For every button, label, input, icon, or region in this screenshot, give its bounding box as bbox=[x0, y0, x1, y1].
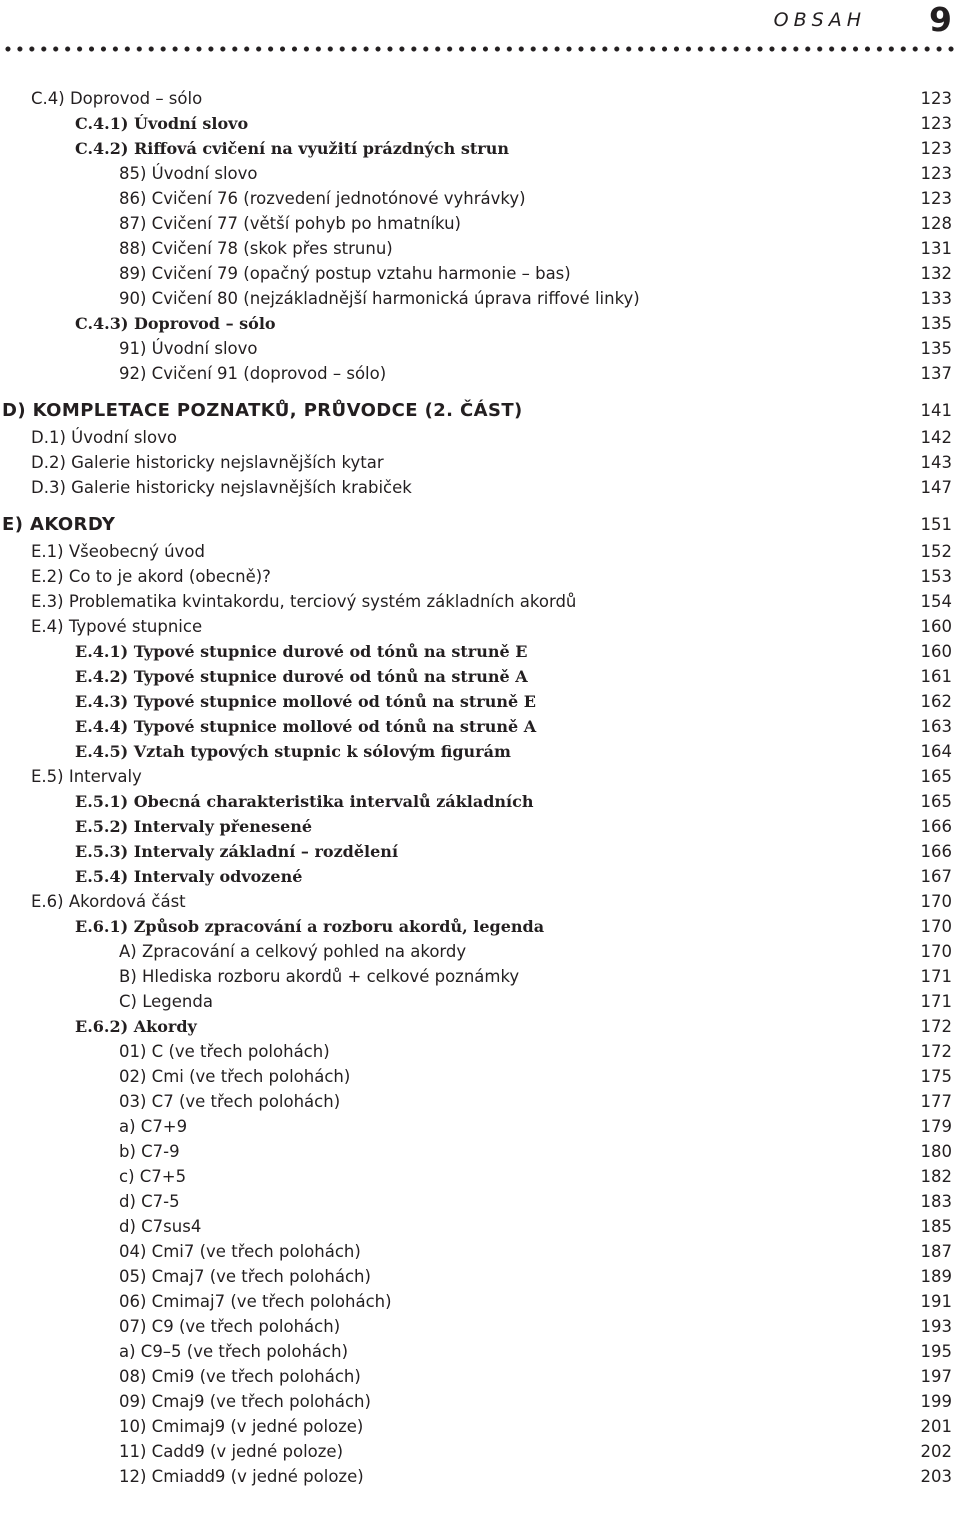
toc-entry-title: E.6.2) Akordy bbox=[75, 1017, 197, 1036]
toc-entry-title: E.5.2) Intervaly přenesené bbox=[75, 817, 313, 836]
toc-entry bbox=[0, 261, 960, 286]
toc-entry-title: d) C7-5 bbox=[119, 1192, 180, 1211]
toc-entry-title: E.4.1) Typové stupnice durové od tónů na struně E bbox=[75, 642, 528, 661]
toc-entry-page-number: 161 bbox=[920, 667, 952, 686]
toc-entry-page-number: 170 bbox=[920, 942, 952, 961]
toc-entry bbox=[0, 336, 960, 361]
toc-entry bbox=[0, 639, 960, 664]
toc-entry-page-number: 165 bbox=[920, 767, 952, 786]
toc-entry bbox=[0, 1164, 960, 1189]
toc-entry-title: 06) Cmimaj7 (ve třech polohách) bbox=[119, 1292, 392, 1311]
toc-entry bbox=[0, 939, 960, 964]
toc-entry bbox=[0, 161, 960, 186]
toc-entry bbox=[0, 1114, 960, 1139]
toc-entry bbox=[0, 1389, 960, 1414]
toc-entry-page-number: 152 bbox=[920, 542, 952, 561]
toc-entry-title: 12) Cmiadd9 (v jedné poloze) bbox=[119, 1467, 364, 1486]
toc-entry-page-number: 154 bbox=[920, 592, 952, 611]
toc-entry bbox=[0, 1014, 960, 1039]
toc-entry-title: 09) Cmaj9 (ve třech polohách) bbox=[119, 1392, 371, 1411]
toc-entry-title: 86) Cvičení 76 (rozvedení jednotónové vyhrávky) bbox=[119, 189, 526, 208]
toc-entry bbox=[0, 589, 960, 614]
page-number: 9 bbox=[929, 0, 952, 39]
toc-entry-title: D.3) Galerie historicky nejslavnějších krabiček bbox=[31, 478, 412, 497]
toc-entry-title: E.4) Typové stupnice bbox=[31, 617, 203, 636]
toc-entry bbox=[0, 1039, 960, 1064]
toc-entry-page-number: 131 bbox=[920, 239, 952, 258]
toc-entry-title: b) C7-9 bbox=[119, 1142, 180, 1161]
toc-entry-title: E) AKORDY bbox=[2, 514, 116, 535]
toc-entry-page-number: 172 bbox=[920, 1017, 952, 1036]
toc-entry-page-number: 133 bbox=[920, 289, 952, 308]
toc-entry-title: 01) C (ve třech polohách) bbox=[119, 1042, 330, 1061]
toc-entry bbox=[0, 1314, 960, 1339]
toc-entry-page-number: 141 bbox=[920, 401, 952, 420]
toc-entry-title: 85) Úvodní slovo bbox=[119, 164, 258, 183]
toc-entry bbox=[0, 1464, 960, 1489]
toc-entry-page-number: 137 bbox=[920, 364, 952, 383]
toc-entry-page-number: 201 bbox=[920, 1417, 952, 1436]
toc-entry-page-number: 180 bbox=[920, 1142, 952, 1161]
toc-entry bbox=[0, 1189, 960, 1214]
toc-entry bbox=[0, 186, 960, 211]
toc-entry-page-number: 123 bbox=[920, 189, 952, 208]
toc-entry-page-number: 189 bbox=[920, 1267, 952, 1286]
toc-entry-title: E.1) Všeobecný úvod bbox=[31, 542, 205, 561]
toc-entry bbox=[0, 450, 960, 475]
toc-entry-title: 91) Úvodní slovo bbox=[119, 339, 258, 358]
toc-entry-title: C.4.2) Riffová cvičení na využití prázdných strun bbox=[75, 139, 509, 158]
toc-entry-page-number: 160 bbox=[920, 617, 952, 636]
toc-entry-page-number: 199 bbox=[920, 1392, 952, 1411]
toc-entry bbox=[0, 664, 960, 689]
toc-entry bbox=[0, 964, 960, 989]
toc-entry-title: 03) C7 (ve třech polohách) bbox=[119, 1092, 341, 1111]
toc-entry-page-number: 177 bbox=[920, 1092, 952, 1111]
toc-entry-title: E.4.3) Typové stupnice mollové od tónů na struně E bbox=[75, 692, 536, 711]
toc-entry bbox=[0, 286, 960, 311]
toc-entry-page-number: 171 bbox=[920, 992, 952, 1011]
toc-entry-title: 08) Cmi9 (ve třech polohách) bbox=[119, 1367, 361, 1386]
toc-entry bbox=[0, 564, 960, 589]
toc-entry bbox=[0, 1264, 960, 1289]
toc-entry bbox=[0, 211, 960, 236]
toc-entry-title: E.4.5) Vztah typových stupnic k sólovým figurám bbox=[75, 742, 511, 761]
toc-entry-page-number: 151 bbox=[920, 515, 952, 534]
toc-entry-title: a) C7+9 bbox=[119, 1117, 188, 1136]
toc-entry-page-number: 163 bbox=[920, 717, 952, 736]
toc-entry bbox=[0, 1064, 960, 1089]
toc-entry-title: 10) Cmimaj9 (v jedné poloze) bbox=[119, 1417, 364, 1436]
toc-entry-page-number: 162 bbox=[920, 692, 952, 711]
toc-entry-page-number: 185 bbox=[920, 1217, 952, 1236]
toc-entry-title: d) C7sus4 bbox=[119, 1217, 202, 1236]
toc-entry bbox=[0, 839, 960, 864]
dotted-rule-divider bbox=[2, 44, 958, 54]
toc-entry-title: C.4.3) Doprovod – sólo bbox=[75, 314, 276, 333]
toc-entry-page-number: 128 bbox=[920, 214, 952, 233]
toc-entry-page-number: 160 bbox=[920, 642, 952, 661]
toc-entry bbox=[0, 689, 960, 714]
toc-entry-title: 87) Cvičení 77 (větší pohyb po hmatníku) bbox=[119, 214, 461, 233]
toc-entry-page-number: 191 bbox=[920, 1292, 952, 1311]
running-header-section-title: OBSAH bbox=[773, 9, 866, 31]
toc-section-heading bbox=[0, 511, 960, 539]
toc-entry bbox=[0, 311, 960, 336]
toc-entry-page-number: 135 bbox=[920, 314, 952, 333]
toc-entry-page-number: 123 bbox=[920, 89, 952, 108]
toc-entry-title: E.5.3) Intervaly základní – rozdělení bbox=[75, 842, 399, 861]
toc-entry-page-number: 183 bbox=[920, 1192, 952, 1211]
toc-entry bbox=[0, 111, 960, 136]
toc-entry-page-number: 142 bbox=[920, 428, 952, 447]
toc-entry bbox=[0, 1139, 960, 1164]
toc-entry-title: E.4.4) Typové stupnice mollové od tónů na struně A bbox=[75, 717, 537, 736]
table-of-contents bbox=[0, 86, 960, 1489]
toc-entry-page-number: 165 bbox=[920, 792, 952, 811]
toc-entry-title: a) C9–5 (ve třech polohách) bbox=[119, 1342, 349, 1361]
toc-entry-title: c) C7+5 bbox=[119, 1167, 187, 1186]
toc-entry-title: 04) Cmi7 (ve třech polohách) bbox=[119, 1242, 361, 1261]
toc-entry-title: A) Zpracování a celkový pohled na akordy bbox=[119, 942, 467, 961]
toc-entry-page-number: 203 bbox=[920, 1467, 952, 1486]
toc-entry bbox=[0, 361, 960, 386]
toc-entry-page-number: 202 bbox=[920, 1442, 952, 1461]
toc-entry-title: 02) Cmi (ve třech polohách) bbox=[119, 1067, 351, 1086]
toc-entry-page-number: 182 bbox=[920, 1167, 952, 1186]
toc-entry-page-number: 166 bbox=[920, 842, 952, 861]
toc-entry-title: 89) Cvičení 79 (opačný postup vztahu harmonie – bas) bbox=[119, 264, 571, 283]
toc-entry-page-number: 172 bbox=[920, 1042, 952, 1061]
toc-entry-title: E.5.4) Intervaly odvozené bbox=[75, 867, 303, 886]
toc-entry bbox=[0, 1414, 960, 1439]
toc-entry-page-number: 143 bbox=[920, 453, 952, 472]
toc-entry-title: C) Legenda bbox=[119, 992, 213, 1011]
toc-entry-title: 07) C9 (ve třech polohách) bbox=[119, 1317, 341, 1336]
toc-entry-page-number: 195 bbox=[920, 1342, 952, 1361]
toc-section-heading bbox=[0, 397, 960, 425]
toc-entry-page-number: 123 bbox=[920, 164, 952, 183]
page-header bbox=[0, 0, 960, 60]
toc-entry-title: C.4.1) Úvodní slovo bbox=[75, 114, 249, 133]
toc-entry-title: D.1) Úvodní slovo bbox=[31, 428, 177, 447]
toc-entry bbox=[0, 86, 960, 111]
toc-entry-title: C.4) Doprovod – sólo bbox=[31, 89, 203, 108]
toc-entry-title: D.2) Galerie historicky nejslavnějších kytar bbox=[31, 453, 384, 472]
toc-entry bbox=[0, 914, 960, 939]
toc-entry-page-number: 197 bbox=[920, 1367, 952, 1386]
toc-entry-title: E.5.1) Obecná charakteristika intervalů základních bbox=[75, 792, 534, 811]
toc-entry-page-number: 170 bbox=[920, 892, 952, 911]
toc-entry bbox=[0, 1339, 960, 1364]
toc-entry bbox=[0, 989, 960, 1014]
toc-entry bbox=[0, 1289, 960, 1314]
toc-entry-title: 92) Cvičení 91 (doprovod – sólo) bbox=[119, 364, 387, 383]
toc-entry bbox=[0, 789, 960, 814]
toc-entry bbox=[0, 814, 960, 839]
toc-entry-title: E.3) Problematika kvintakordu, terciový systém základních akordů bbox=[31, 592, 577, 611]
toc-entry bbox=[0, 1214, 960, 1239]
toc-entry-page-number: 147 bbox=[920, 478, 952, 497]
toc-entry-title: D) KOMPLETACE POZNATKŮ, PRŮVODCE (2. ČÁST) bbox=[2, 400, 523, 421]
toc-entry-title: B) Hlediska rozboru akordů + celkové poznámky bbox=[119, 967, 520, 986]
toc-entry-title: 90) Cvičení 80 (nejzákladnější harmonická úprava riffové linky) bbox=[119, 289, 640, 308]
toc-entry-page-number: 170 bbox=[920, 917, 952, 936]
toc-entry-page-number: 135 bbox=[920, 339, 952, 358]
toc-entry bbox=[0, 1364, 960, 1389]
toc-entry-title: 05) Cmaj7 (ve třech polohách) bbox=[119, 1267, 371, 1286]
toc-entry bbox=[0, 236, 960, 261]
toc-entry-page-number: 132 bbox=[920, 264, 952, 283]
toc-entry-page-number: 167 bbox=[920, 867, 952, 886]
toc-entry bbox=[0, 425, 960, 450]
toc-entry-title: E.5) Intervaly bbox=[31, 767, 142, 786]
toc-entry bbox=[0, 739, 960, 764]
toc-entry bbox=[0, 539, 960, 564]
toc-entry bbox=[0, 1239, 960, 1264]
toc-entry-page-number: 193 bbox=[920, 1317, 952, 1336]
toc-entry-page-number: 166 bbox=[920, 817, 952, 836]
toc-entry-title: E.4.2) Typové stupnice durové od tónů na struně A bbox=[75, 667, 528, 686]
toc-entry bbox=[0, 889, 960, 914]
toc-entry-page-number: 123 bbox=[920, 114, 952, 133]
toc-entry bbox=[0, 764, 960, 789]
toc-entry-title: E.6.1) Způsob zpracování a rozboru akordů, legenda bbox=[75, 917, 545, 936]
toc-entry-page-number: 123 bbox=[920, 139, 952, 158]
toc-entry-title: E.6) Akordová část bbox=[31, 892, 186, 911]
toc-entry-page-number: 175 bbox=[920, 1067, 952, 1086]
toc-entry-title: 11) Cadd9 (v jedné poloze) bbox=[119, 1442, 344, 1461]
toc-entry-page-number: 187 bbox=[920, 1242, 952, 1261]
toc-entry bbox=[0, 1089, 960, 1114]
toc-entry bbox=[0, 714, 960, 739]
toc-entry bbox=[0, 864, 960, 889]
toc-entry bbox=[0, 475, 960, 500]
toc-entry-title: 88) Cvičení 78 (skok přes strunu) bbox=[119, 239, 393, 258]
toc-entry bbox=[0, 1439, 960, 1464]
toc-entry-title: E.2) Co to je akord (obecně)? bbox=[31, 567, 271, 586]
toc-entry-page-number: 171 bbox=[920, 967, 952, 986]
toc-entry-page-number: 179 bbox=[920, 1117, 952, 1136]
toc-entry bbox=[0, 136, 960, 161]
toc-entry-page-number: 153 bbox=[920, 567, 952, 586]
toc-entry-page-number: 164 bbox=[920, 742, 952, 761]
toc-entry bbox=[0, 614, 960, 639]
